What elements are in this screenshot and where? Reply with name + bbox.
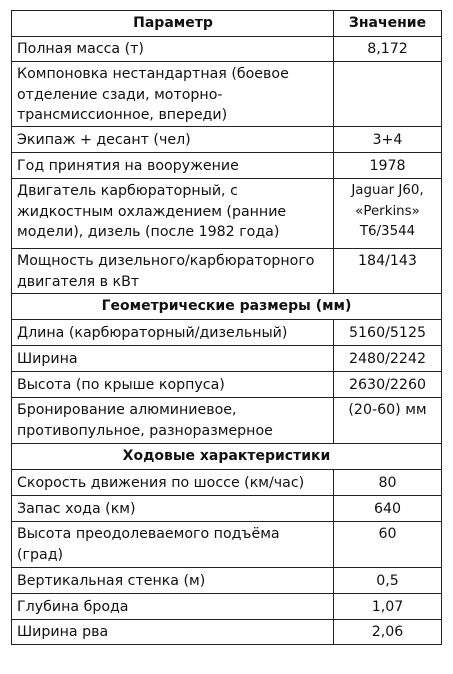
section-title: Геометрические размеры (мм) <box>101 298 352 314</box>
value-cell: 60 <box>378 526 397 542</box>
param-cell: Высота (по крыше корпуса) <box>12 372 334 397</box>
section-header-running <box>12 443 441 469</box>
table-row <box>12 619 441 644</box>
table-header-row <box>12 11 441 36</box>
param-cell: Глубина брода <box>12 594 334 619</box>
table-row <box>12 521 441 567</box>
table-row <box>12 567 441 593</box>
param-cell: Компоновка нестандартная (боевое отделение сзади, моторно- трансмиссионное, впереди) <box>12 62 334 126</box>
table-row <box>12 36 441 61</box>
param-cell: Двигатель карбюраторный, с жидкостным охлаждением (ранние модели), дизель (после 1982 года) <box>12 179 334 248</box>
param-cell: Длина (карбюраторный/дизельный) <box>12 320 334 345</box>
specs-table <box>11 10 442 645</box>
value-cell: 8,172 <box>367 41 408 57</box>
table-row <box>12 152 441 178</box>
param-cell: Запас хода (км) <box>12 496 334 521</box>
param-cell: Скорость движения по шоссе (км/час) <box>12 470 334 495</box>
table-row <box>12 248 441 293</box>
table-row <box>12 126 441 152</box>
param-cell: Высота преодолеваемого подъёма (град) <box>12 522 334 567</box>
value-cell: 184/143 <box>358 253 417 269</box>
value-cell: (20-60) мм <box>348 402 427 418</box>
table-row <box>12 371 441 397</box>
section-header-geometry <box>12 293 441 319</box>
value-cell: 1978 <box>369 158 406 174</box>
param-cell: Ширина рва <box>12 620 334 644</box>
header-value: Значение <box>348 15 427 31</box>
value-cell: 3+4 <box>372 132 403 148</box>
table-row <box>12 469 441 495</box>
param-cell: Экипаж + десант (чел) <box>12 127 334 152</box>
value-cell <box>334 62 441 126</box>
value-cell: 5160/5125 <box>349 325 426 341</box>
value-cell: 2,06 <box>371 624 404 640</box>
value-cell: 0,5 <box>376 573 399 589</box>
param-cell: Вертикальная стенка (м) <box>12 568 334 593</box>
table-row <box>12 345 441 371</box>
value-cell: 80 <box>378 475 397 491</box>
value-cell: 640 <box>373 501 402 517</box>
table-row <box>12 319 441 345</box>
param-cell: Ширина <box>12 346 334 371</box>
param-cell: Полная масса (т) <box>12 37 334 61</box>
header-param: Параметр <box>12 11 334 36</box>
table-row <box>12 593 441 619</box>
value-cell: Jaguar J60, «Perkins» T6/3544 <box>351 183 424 239</box>
param-cell: Год принятия на вооружение <box>12 153 334 178</box>
table-row <box>12 178 441 248</box>
param-cell: Бронирование алюминиевое, противопульное, разноразмерное <box>12 398 334 443</box>
value-cell: 2630/2260 <box>349 377 426 393</box>
table-row <box>12 495 441 521</box>
table-row <box>12 397 441 443</box>
value-cell: 1,07 <box>371 599 404 615</box>
param-cell: Мощность дизельного/карбюраторного двигателя в кВт <box>12 249 334 293</box>
value-cell: 2480/2242 <box>349 351 426 367</box>
section-title: Ходовые характеристики <box>122 448 331 464</box>
table-row <box>12 61 441 126</box>
